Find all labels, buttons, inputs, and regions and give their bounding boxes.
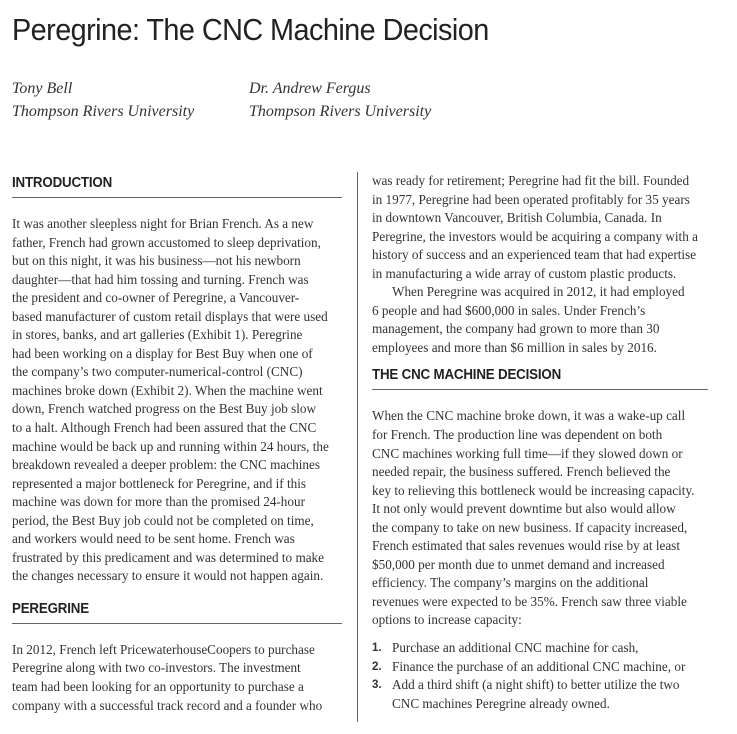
text-line: frustrated by this predicament and was determined to make (12, 549, 324, 565)
text-line: Peregrine along with two co-investors. The investment (12, 660, 301, 676)
text-line: French estimated that sales revenues would rise by at least (372, 538, 680, 554)
text-line: down, French watched progress on the Best Buy job slow (12, 401, 317, 417)
list-item-number: 2. (372, 660, 382, 673)
text-line: the president and co-owner of Peregrine, a Vancouver- (12, 290, 300, 306)
list-item-text: Purchase an additional CNC machine for cash, (392, 640, 639, 656)
right-column (372, 172, 708, 713)
peregrine-paragraph (12, 641, 342, 715)
author-name: Dr. Andrew Fergus (249, 80, 371, 97)
text-line: CNC machines working full time—if they slowed down or (372, 445, 683, 461)
text-line: daughter—that had him tossing and turning. French was (12, 271, 309, 287)
text-line: key to relieving this bottleneck would be increasing capacity. (372, 482, 695, 498)
list-item-text: Finance the purchase of an additional CNC machine, or (392, 658, 686, 674)
section-heading-introduction: INTRODUCTION (12, 175, 113, 191)
text-line: in 1977, Peregrine had been operated profitably for 35 years (372, 191, 690, 207)
introduction-paragraph (12, 215, 342, 586)
options-list (372, 639, 708, 713)
list-item-text: Add a third shift (a night shift) to better utilize the two (392, 677, 680, 693)
cnc-heading-block (372, 364, 708, 390)
text-line: represented a major bottleneck for Peregrine, and if this (12, 475, 307, 491)
text-line: and workers would need to be sent home. French was (12, 531, 295, 547)
text-line: for French. The production line was dependent on both (372, 427, 663, 443)
text-line: machines broke down (Exhibit 2). When the machine went (12, 382, 323, 398)
list-item-number: 1. (372, 642, 382, 655)
list-item-continuation: CNC machines Peregrine already owned. (392, 695, 610, 711)
peregrine-paragraph-continued (372, 172, 708, 283)
list-item-number: 3. (372, 679, 382, 692)
text-line: It not only would prevent downtime but also would allow (372, 501, 676, 517)
text-line: efficiency. The company’s margins on the additional (372, 575, 649, 591)
text-line: but on this night, it was his business—not his newborn (12, 253, 301, 269)
list-item (372, 639, 708, 658)
text-line: $50,000 per month due to unmet demand and increased (372, 556, 665, 572)
text-line: needed repair, the business suffered. French believed the (372, 464, 671, 480)
text-line: revenues were expected to be 35%. French saw three viable (372, 593, 687, 609)
text-line: was ready for retirement; Peregrine had fit the bill. Founded (372, 173, 690, 188)
author-block-2 (249, 77, 431, 123)
peregrine-heading-block (12, 598, 342, 624)
peregrine-paragraph-2 (372, 283, 708, 357)
column-divider (357, 172, 358, 722)
text-line: 6 people and had $600,000 in sales. Under French’s (372, 302, 646, 318)
author-block-1 (12, 77, 194, 123)
text-line: machine would be back up and running within 24 hours, the (12, 438, 329, 454)
text-line: In 2012, French left PricewaterhouseCoopers to purchase (12, 641, 315, 657)
text-line: breakdown revealed a deeper problem: the CNC machines (12, 457, 320, 473)
text-line: the company’s two computer-numerical-control (CNC) (12, 364, 303, 380)
author-affiliation: Thompson Rivers University (249, 103, 432, 120)
list-item (372, 658, 708, 677)
author-affiliation: Thompson Rivers University (12, 103, 195, 120)
text-line: the changes necessary to ensure it would not happen again. (12, 568, 324, 584)
text-line: in manufacturing a wide array of custom plastic products. (372, 265, 677, 281)
text-line: options to increase capacity: (372, 612, 522, 628)
left-column (12, 172, 342, 715)
text-line: in stores, banks, and art galleries (Exhibit 1). Peregrine (12, 327, 303, 343)
text-line: employees and more than $6 million in sales by 2016. (372, 339, 657, 355)
text-line: to a halt. Although French had been assured that the CNC (12, 420, 317, 436)
text-line: history of success and an experienced team that had expertise (372, 247, 697, 263)
document-title: Peregrine: The CNC Machine Decision (12, 12, 489, 47)
text-line: had been working on a display for Best Buy when one of (12, 345, 313, 361)
text-line: When Peregrine was acquired in 2012, it had employed (392, 284, 685, 300)
cnc-paragraph (372, 407, 708, 630)
text-line: period, the Best Buy job could not be completed on time, (12, 512, 314, 528)
text-line: father, French had grown accustomed to sleep deprivation, (12, 234, 321, 250)
text-line: team had been looking for an opportunity to purchase a (12, 679, 304, 695)
section-heading-peregrine: PEREGRINE (12, 600, 89, 617)
text-line: When the CNC machine broke down, it was a wake-up call (372, 408, 686, 424)
text-line: Peregrine, the investors would be acquiring a company with a (372, 228, 698, 244)
introduction-heading-block (12, 172, 342, 198)
text-line: machine was down for more than the promised 24-hour (12, 494, 305, 510)
text-line: It was another sleepless night for Brian French. As a new (12, 216, 314, 231)
text-line: management, the company had grown to more than 30 (372, 321, 660, 337)
text-line: the company to take on new business. If capacity increased, (372, 519, 688, 535)
text-line: in downtown Vancouver, British Columbia, Canada. In (372, 210, 662, 226)
text-line: company with a successful track record and a founder who (12, 697, 323, 713)
author-name: Tony Bell (12, 80, 73, 97)
list-item (372, 676, 708, 695)
text-line: based manufacturer of custom retail displays that were used (12, 308, 328, 324)
section-heading-cnc-decision: THE CNC MACHINE DECISION (372, 367, 562, 384)
